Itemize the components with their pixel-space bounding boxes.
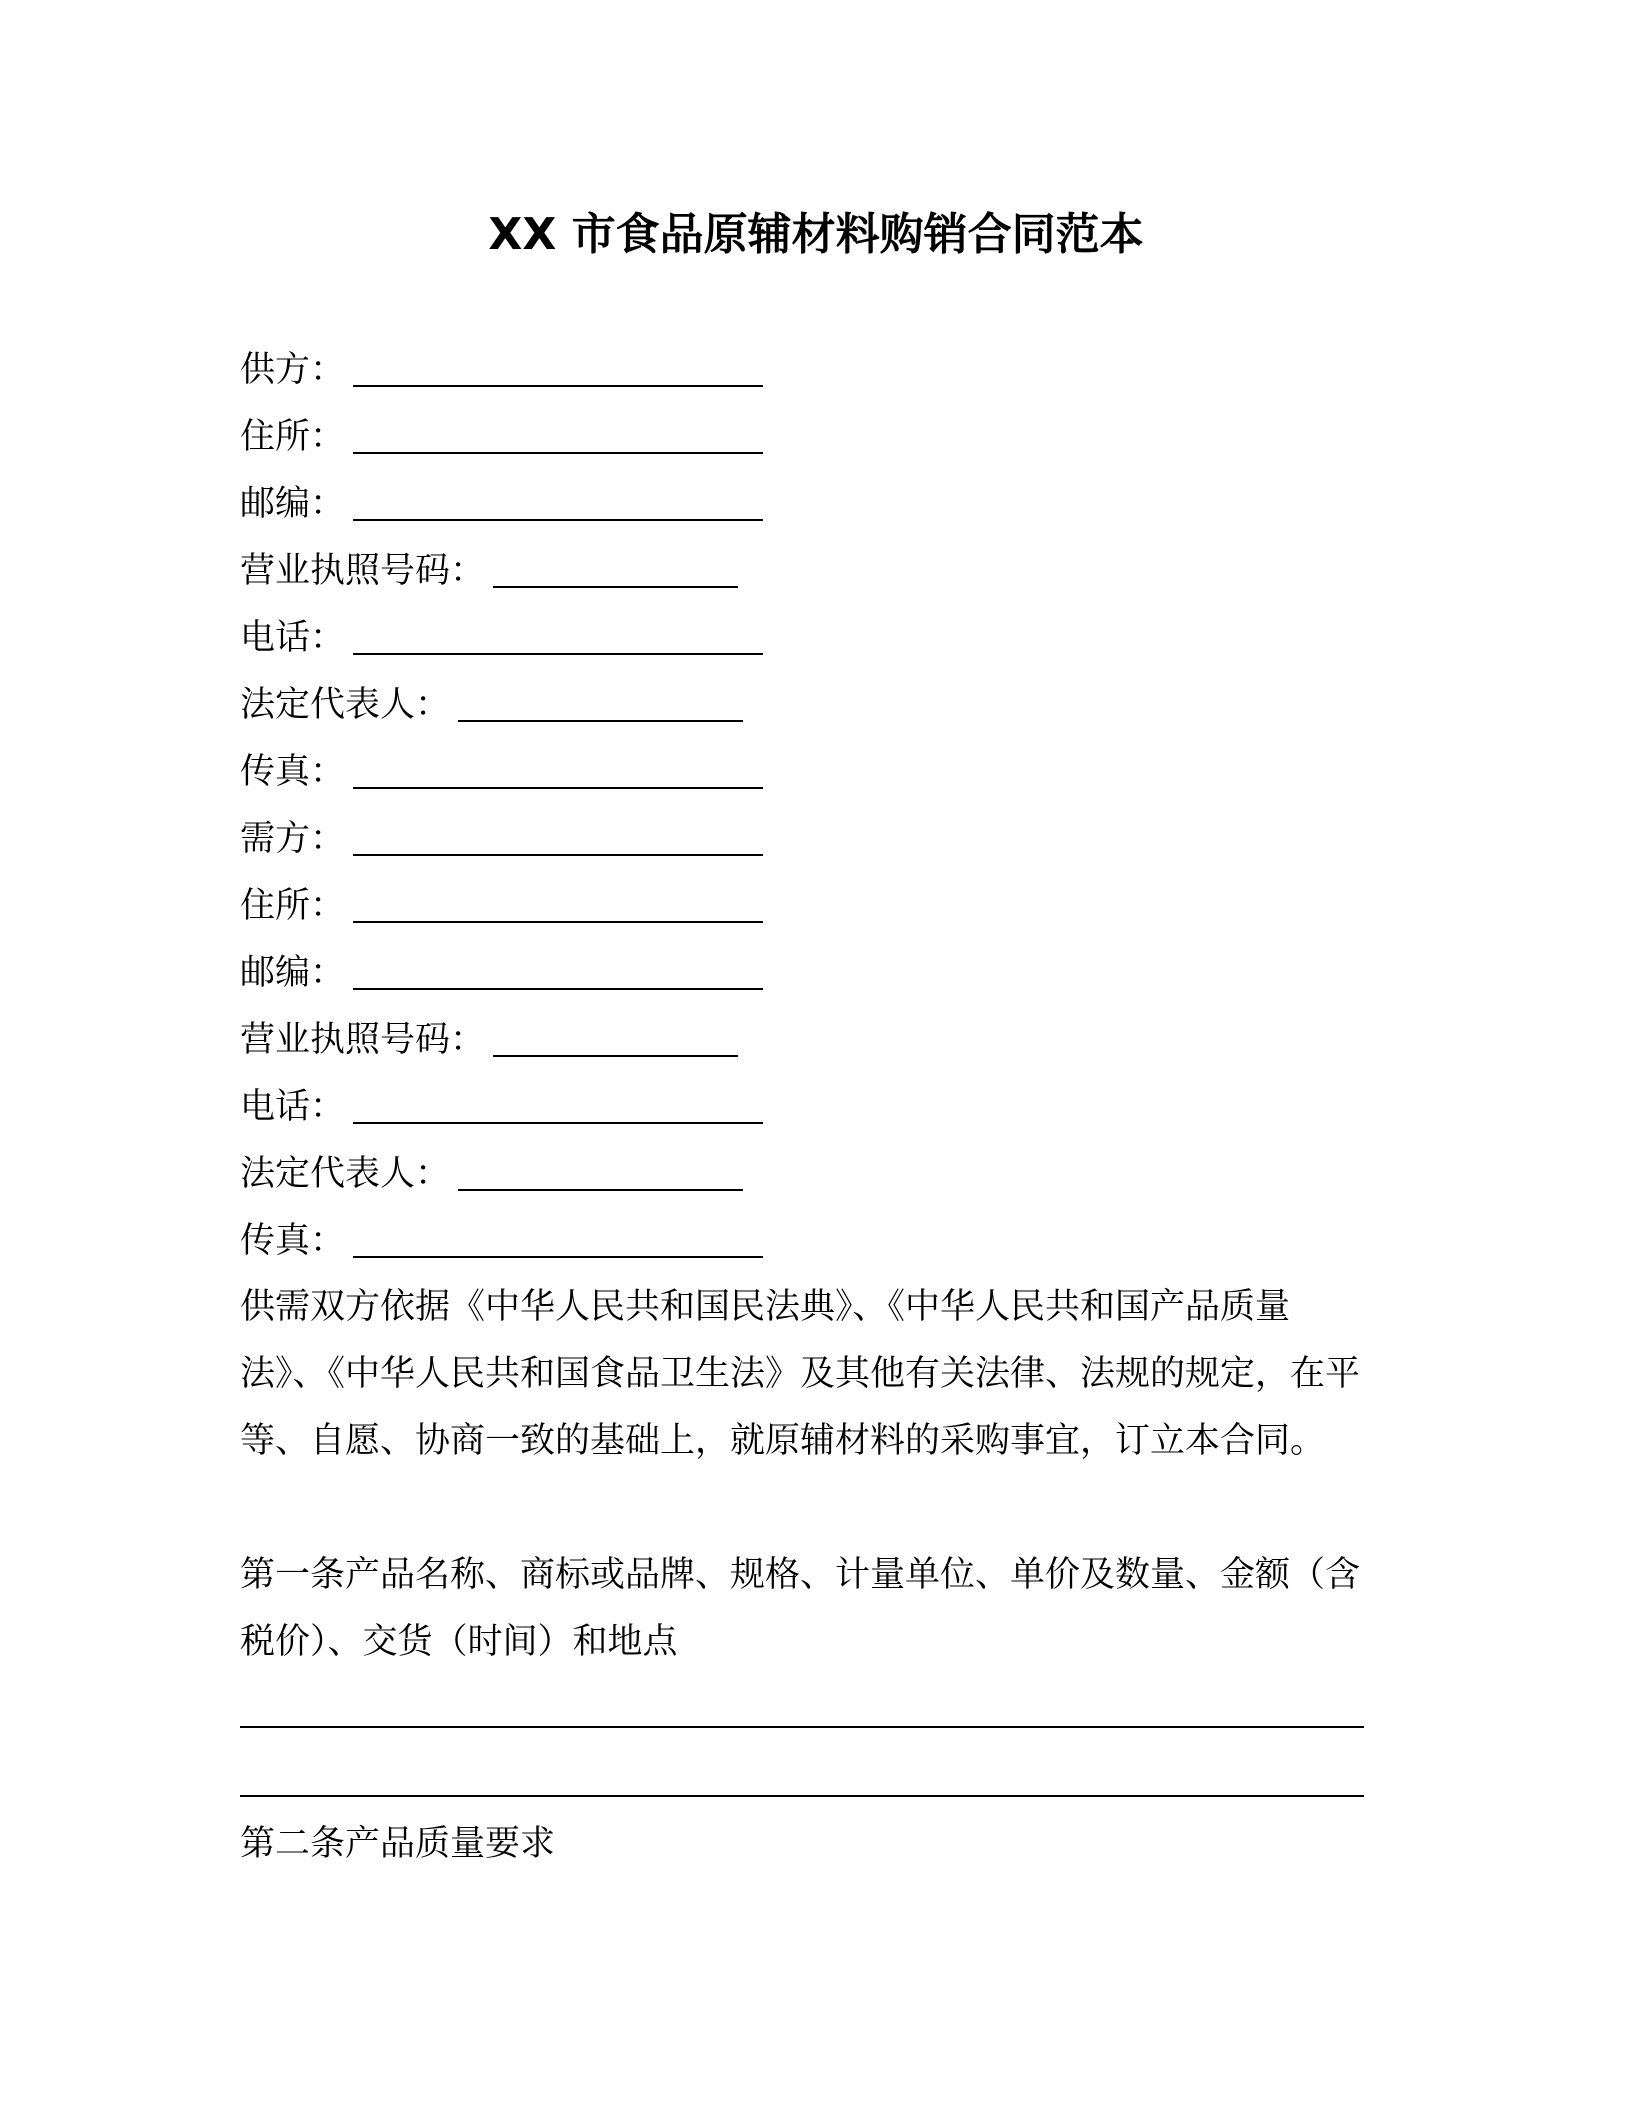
article-1-heading: 第一条产品名称、商标或品牌、规格、计量单位、单价及数量、金额（含税价）、交货（时间）和地点	[240, 1555, 1361, 1662]
buyer-fax-blank[interactable]	[353, 1208, 763, 1258]
field-label: 法定代表人：	[240, 685, 451, 725]
intro-paragraph: 供需双方依据《中华人民共和国民法典》、《中华人民共和国产品质量法》、《中华人民共和国食品卫生法》及其他有关法律、法规的规定，在平等、自愿、协商一致的基础上，就原辅材料的采购事宜，订立本合同。	[240, 1287, 1361, 1461]
buyer-license-row	[240, 1007, 1360, 1074]
field-label: 邮编：	[240, 484, 346, 524]
supplier-fax-blank[interactable]	[353, 739, 763, 789]
buyer-address-row	[240, 873, 1360, 940]
supplier-phone-blank[interactable]	[353, 605, 763, 655]
supplier-name-row	[240, 337, 1360, 404]
field-label: 住所：	[240, 886, 346, 926]
article-2-heading: 第二条产品质量要求	[240, 1824, 556, 1864]
document-title: XX 市食品原辅材料购销合同范本	[488, 209, 1144, 260]
buyer-representative-blank[interactable]	[458, 1141, 743, 1191]
field-label: 电话：	[240, 1087, 346, 1127]
field-label: 法定代表人：	[240, 1154, 451, 1194]
buyer-postcode-blank[interactable]	[353, 940, 763, 990]
field-label: 住所：	[240, 417, 346, 457]
supplier-name-blank[interactable]	[353, 337, 763, 387]
buyer-fax-row	[240, 1208, 1360, 1275]
supplier-address-row	[240, 404, 1360, 471]
field-label: 需方：	[240, 819, 346, 859]
article-1-fill-line[interactable]	[240, 1795, 1364, 1797]
field-label: 传真：	[240, 752, 346, 792]
supplier-license-blank[interactable]	[493, 538, 738, 588]
field-label: 营业执照号码：	[240, 1020, 486, 1060]
buyer-name-blank[interactable]	[353, 806, 763, 856]
buyer-postcode-row	[240, 940, 1360, 1007]
field-label: 邮编：	[240, 953, 346, 993]
buyer-license-blank[interactable]	[493, 1007, 738, 1057]
supplier-representative-row	[240, 672, 1360, 739]
buyer-phone-row	[240, 1074, 1360, 1141]
field-label: 传真：	[240, 1221, 346, 1261]
article-1-fill-line[interactable]	[240, 1726, 1364, 1728]
supplier-address-blank[interactable]	[353, 404, 763, 454]
field-label: 供方：	[240, 350, 346, 390]
buyer-phone-blank[interactable]	[353, 1074, 763, 1124]
supplier-postcode-blank[interactable]	[353, 471, 763, 521]
party-fields	[240, 337, 1360, 1275]
supplier-representative-blank[interactable]	[458, 672, 743, 722]
supplier-postcode-row	[240, 471, 1360, 538]
buyer-address-blank[interactable]	[353, 873, 763, 923]
field-label: 营业执照号码：	[240, 551, 486, 591]
buyer-name-row	[240, 806, 1360, 873]
supplier-license-row	[240, 538, 1360, 605]
supplier-phone-row	[240, 605, 1360, 672]
field-label: 电话：	[240, 618, 346, 658]
buyer-representative-row	[240, 1141, 1360, 1208]
supplier-fax-row	[240, 739, 1360, 806]
